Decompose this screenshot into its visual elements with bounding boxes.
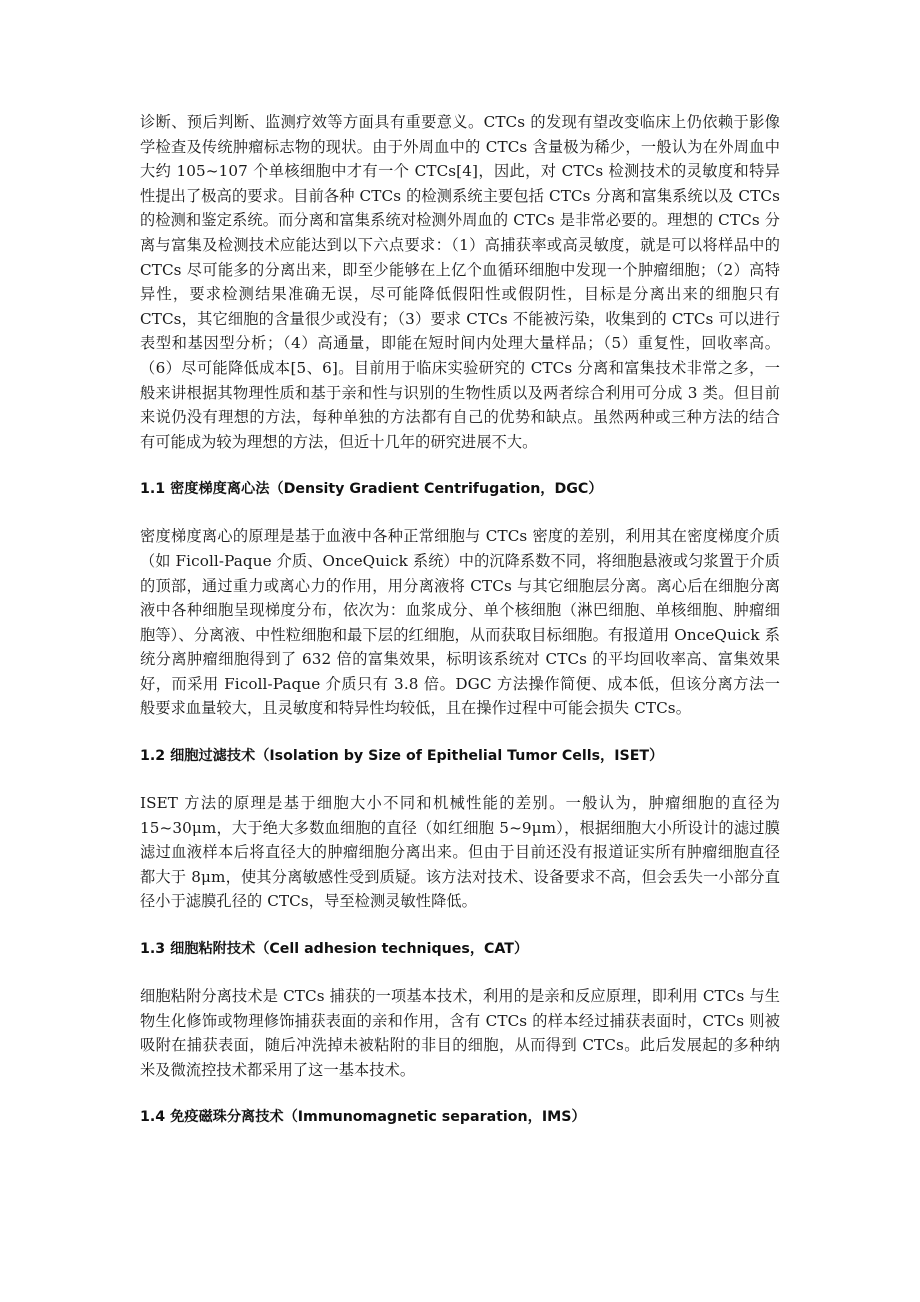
section-body-cat: 细胞粘附分离技术是 CTCs 捕获的一项基本技术，利用的是亲和反应原理，即利用 CTCs 与生物生化修饰或物理修饰捕获表面的亲和作用，含有 CTCs 的样本经过捕获表面时，CTCs 则被吸附在捕获表面，随后冲洗掉未被粘附的非目的细胞，从而得到 CTCs。此后发展起的多种纳米及微流控技术都采用了这一基本技术。	[140, 987, 780, 1079]
section-heading-dgc: 1.1 密度梯度离心法（Density Gradient Centrifugation，DGC）	[140, 481, 603, 498]
section-heading-cat: 1.3 细胞粘附技术（Cell adhesion techniques，CAT）	[140, 941, 529, 958]
section-body-iset: ISET 方法的原理是基于细胞大小不同和机械性能的差别。一般认为，肿瘤细胞的直径为 15~30μm，大于绝大多数血细胞的直径（如红细胞 5~9μm），根据细胞大小所设计的滤过膜滤过血液样本后将直径大的肿瘤细胞分离出来。但由于目前还没有报道证实所有肿瘤细胞直径都大于 8μm，使其分离敏感性受到质疑。该方法对技术、设备要求不高，但会丢失一小部分直径小于滤膜孔径的 CTCs，导至检测灵敏性降低。	[140, 794, 780, 911]
document-page	[140, 110, 780, 1129]
section-heading-ims: 1.4 免疫磁珠分离技术（Immunomagnetic separation，IMS）	[140, 1109, 586, 1126]
intro-paragraph: 诊断、预后判断、监测疗效等方面具有重要意义。CTCs 的发现有望改变临床上仍依赖于影像学检查及传统肿瘤标志物的现状。由于外周血中的 CTCs 含量极为稀少，一般认为在外周血中大约 105~107 个单核细胞中才有一个 CTCs[4]，因此，对 CTCs 检测技术的灵敏度和特异性提出了极高的要求。目前各种 CTCs 的检测系统主要包括 CTCs 分离和富集系统以及 CTCs 的检测和鉴定系统。而分离和富集系统对检测外周血的 CTCs 是非常必要的。理想的 CTCs 分离与富集及检测技术应能达到以下六点要求：（1）高捕获率或高灵敏度，就是可以将样品中的 CTCs 尽可能多的分离出来，即至少能够在上亿个血循环细胞中发现一个肿瘤细胞；（2）高特异性，要求检测结果准确无误，尽可能降低假阳性或假阴性，目标是分离出来的细胞只有 CTCs，其它细胞的含量很少或没有；（3）要求 CTCs 不能被污染，收集到的 CTCs 可以进行表型和基因型分析；（4）高通量，即能在短时间内处理大量样品；（5）重复性，回收率高。（6）尽可能降低成本[5、6]。目前用于临床实验研究的 CTCs 分离和富集技术非常之多，一般来讲根据其物理性质和基于亲和性与识别的生物性质以及两者综合利用可分成 3 类。但目前来说仍没有理想的方法，每种单独的方法都有自己的优势和缺点。虽然两种或三种方法的结合有可能成为较为理想的方法，但近十几年的研究进展不大。	[140, 113, 780, 451]
section-heading-iset: 1.2 细胞过滤技术（Isolation by Size of Epithelial Tumor Cells，ISET）	[140, 748, 664, 765]
section-body-dgc: 密度梯度离心的原理是基于血液中各种正常细胞与 CTCs 密度的差别，利用其在密度梯度介质（如 Ficoll-Paque 介质、OnceQuick 系统）中的沉降系数不同，将细胞悬液或匀浆置于介质的顶部，通过重力或离心力的作用，用分离液将 CTCs 与其它细胞层分离。离心后在细胞分离液中各种细胞呈现梯度分布，依次为：血浆成分、单个核细胞（淋巴细胞、单核细胞、肿瘤细胞等）、分离液、中性粒细胞和最下层的红细胞，从而获取目标细胞。有报道用 OnceQuick 系统分离肿瘤细胞得到了 632 倍的富集效果，标明该系统对 CTCs 的平均回收率高、富集效果好，而采用 Ficoll-Paque 介质只有 3.8 倍。DGC 方法操作简便、成本低，但该分离方法一般要求血量较大，且灵敏度和特异性均较低，且在操作过程中可能会损失 CTCs。	[140, 527, 780, 718]
